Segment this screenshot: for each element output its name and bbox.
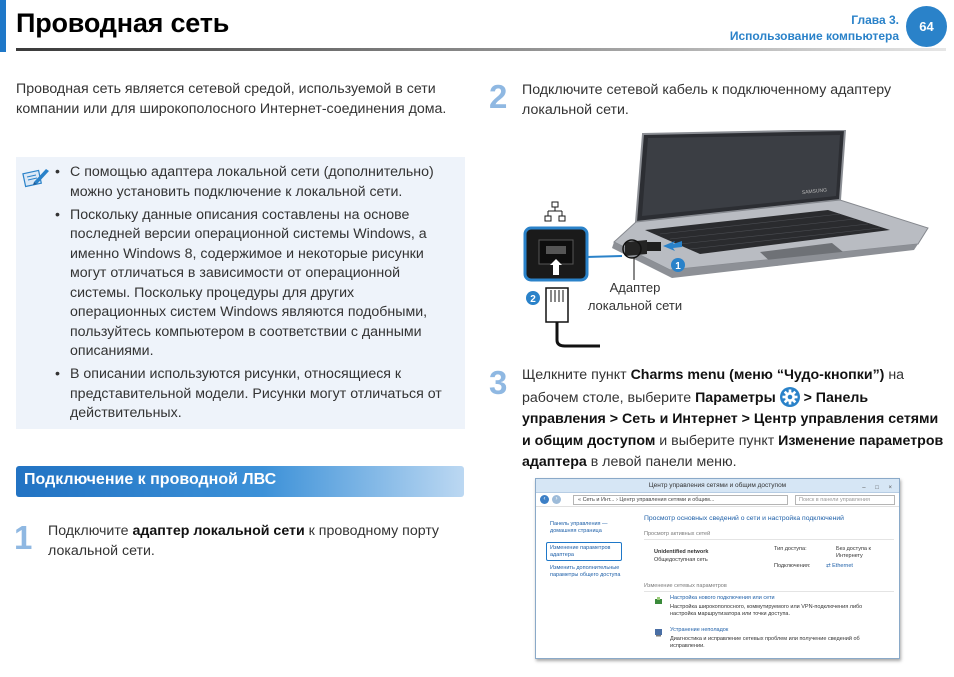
new-connection-link[interactable]: Настройка нового подключения или сети — [670, 595, 775, 601]
step-1-number: 1 — [14, 519, 33, 556]
lan-adapter-illustration — [510, 130, 930, 355]
gear-icon — [780, 387, 800, 407]
left-panel-menu — [536, 509, 630, 659]
step-3-settings: Параметры — [695, 389, 776, 406]
step-1-text: Подключите адаптер локальной сети к проводному портy локальной сети. — [48, 523, 439, 559]
troubleshoot-desc: Диагностика и исправление сетевых проблем или получение сведений об исправлении. — [670, 636, 860, 649]
window-titlebar — [536, 479, 899, 493]
network-icon — [545, 202, 565, 221]
step-2-number: 2 — [489, 78, 508, 115]
main-panel — [636, 509, 898, 659]
chapter-title: Использование компьютера — [729, 29, 899, 43]
network-type: Общедоступная сеть — [654, 557, 708, 563]
address-input[interactable]: « Сеть и Инт... › Центр управления сетями и общим... — [573, 495, 788, 505]
divider — [644, 591, 894, 592]
intro-paragraph: Проводная сеть является сетевой средой, используемой в сети компании или для широкополосного Интернет-соединения дома. — [16, 81, 447, 117]
main-heading: Просмотр основных сведений о сети и настройка подключений — [644, 515, 844, 522]
header-divider — [16, 48, 946, 51]
address-bar-row — [536, 493, 899, 507]
step-3-path: > Панель управления > Сеть и Интернет > Центр управления сетями и общим доступом — [522, 389, 939, 449]
lan-port-zoom — [525, 228, 622, 280]
network-center-screenshot — [535, 478, 900, 659]
note-item: • Поскольку данные описания составлены на основе последней версии операционной системы Windows, а именно Windows 8, содержимое и некоторые рисунки могут отличаться в зависимости от операционной системы. Поскольку процедуры для других операционных систем Windows являются подобными, пользуйтесь компьютером в соответствии с данными описаниями. — [54, 206, 454, 362]
access-type-label: Тип доступа: — [774, 546, 807, 552]
sidebar-item-change-adapter[interactable]: Изменение параметров адаптера — [550, 545, 611, 558]
search-input[interactable]: Поиск в панели управления — [795, 495, 895, 505]
chapter-label — [730, 12, 899, 44]
step-3-charms: Charms menu (меню “Чудо-кнопки”) — [630, 367, 885, 383]
troubleshoot-link[interactable]: Устранение неполадок — [670, 627, 729, 633]
divider — [644, 539, 894, 540]
ethernet-icon: ⇄ — [826, 563, 833, 569]
window-controls[interactable]: – □ × — [862, 485, 896, 491]
back-arrow-icon[interactable]: ‹ — [540, 495, 549, 504]
active-networks-label: Просмотр активных сетей — [644, 531, 711, 537]
step-3-adapter-settings: Изменение параметров адаптера — [522, 432, 944, 470]
step-2-text: Подключите сетевой кабель к подключенному адаптеру локальной сети. — [522, 82, 892, 118]
section-title: Подключение к проводной ЛВС — [24, 471, 277, 488]
change-settings-label: Изменение сетевых параметров — [644, 583, 727, 589]
ethernet-link[interactable]: ⇄ Ethernet — [826, 563, 853, 569]
sidebar-item-sharing-settings[interactable]: Изменить дополнительные параметры общего доступа — [550, 565, 621, 578]
note-pencil-icon — [22, 166, 50, 188]
badge-1: 1 — [675, 261, 681, 272]
laptop-brand-text: SAMSUNG — [801, 187, 828, 196]
chapter-number: Глава 3. — [851, 13, 899, 27]
header-accent-bar — [0, 0, 6, 52]
window-title: Центр управления сетями и общим доступом — [648, 482, 787, 489]
new-connection-desc: Настройка широкополосного, коммутируемого или VPN-подключения либо настройка маршрутизатора или точки доступа. — [670, 604, 863, 617]
laptop-image — [612, 130, 928, 278]
access-type-value: Без доступа к Интернету — [836, 546, 871, 559]
note-item: • В описании используются рисунки, относящиеся к представительной модели. Рисунки могут отличаться от действительных. — [54, 365, 454, 424]
step-1-bold: адаптер локальной сети — [132, 523, 305, 539]
page-title: Проводная сеть — [16, 8, 230, 38]
network-name: Unidentified network — [654, 549, 709, 555]
new-connection-icon — [654, 597, 663, 606]
connections-label: Подключения: — [774, 563, 811, 569]
adapter-label: Адаптер локальной сети — [587, 280, 683, 313]
troubleshoot-icon — [654, 628, 663, 637]
note-item: • С помощью адаптера локальной сети (дополнительно) можно установить подключение к локальной сети. — [54, 163, 454, 202]
step-3-text: Щелкните пункт Charms menu (меню “Чудо-кнопки”) на рабочем столе, выберите Параметры > Панель управления > Сеть и Интернет > Центр управления сетями и общим доступом и выберите пункт Изменение параметров адаптера в левой панели меню. — [522, 367, 944, 470]
note-list — [54, 163, 454, 427]
step-3-number: 3 — [489, 364, 508, 401]
sidebar-item-home[interactable]: Панель управления — домашняя страница — [550, 521, 608, 534]
page-number-badge: 64 — [906, 6, 947, 47]
badge-2: 2 — [530, 294, 536, 305]
forward-arrow-icon[interactable]: › — [552, 495, 561, 504]
